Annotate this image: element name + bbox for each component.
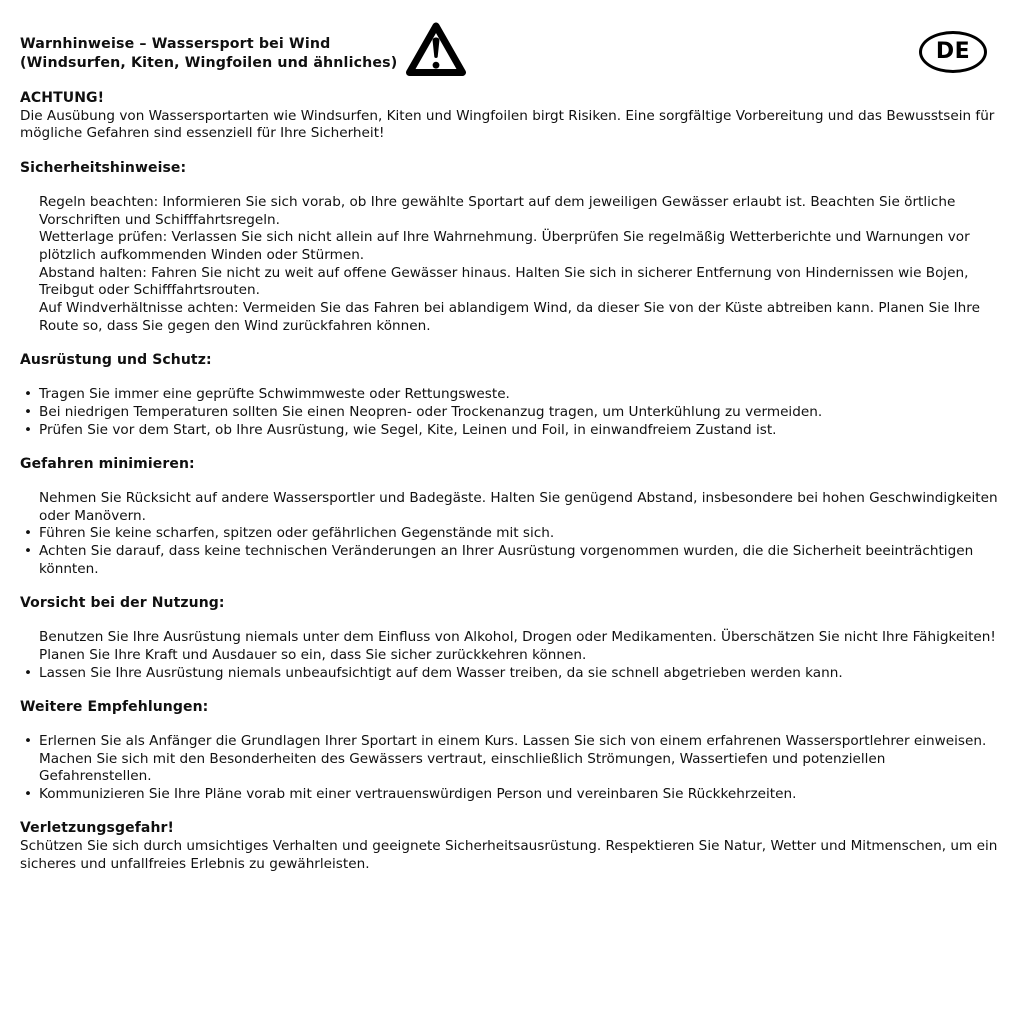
list-item [20,422,998,440]
block-text: Wetterlage prüfen: Verlassen Sie sich nicht allein auf Ihre Wahrnehmung. Überprüfen Sie regelmäßig Wetterberichte und Warnungen vor plötzlich aufkommenden Winden oder Stürmen. [39,229,970,263]
block-text: Tragen Sie immer eine geprüfte Schwimmweste oder Rettungsweste. [39,386,510,403]
section-heading-weitere-empfehlungen: Weitere Empfehlungen: [20,698,209,715]
list-item-plain [20,300,998,335]
bullet-dot-icon: • [24,386,33,403]
bullet-dot-icon: • [24,421,33,438]
sections-container [20,90,998,873]
paragraph [20,838,998,873]
list-item [20,543,998,578]
bullet-dot-icon: • [24,732,33,749]
page-title [20,35,397,72]
list-item [20,665,998,683]
page-title-line-2: (Windsurfen, Kiten, Wingfoilen und ähnliches) [20,54,398,71]
block-text: Führen Sie keine scharfen, spitzen oder gefährlichen Gegenstände mit sich. [39,525,555,542]
section-verletzungsgefahr [20,820,998,873]
bullet-dot-icon: • [24,786,33,803]
block-text: Regeln beachten: Informieren Sie sich vorab, ob Ihre gewählte Sportart auf dem jeweiligen Gewässer erlaubt ist. Beachten Sie örtliche Vorschriften und Schifffahrtsregeln. [39,193,956,228]
list-item-plain [20,490,998,525]
list-item-plain [20,194,998,229]
block-text: Machen Sie sich mit den Besonderheiten des Gewässers vertraut, einschließlich Strömungen, Wassertiefen und potenziellen Gefahrenstellen. [39,750,886,785]
warning-triangle-icon [405,21,467,79]
list-item-plain [20,629,998,664]
block-text: Auf Windverhältnisse achten: Vermeiden Sie das Fahren bei ablandigem Wind, da dieser Sie von der Küste abtreiben kann. Planen Sie Ihre Route so, dass Sie gegen den Wind zurückfahren können. [39,300,980,334]
section-sicherheitshinweise [20,160,998,336]
block-text: Die Ausübung von Wassersportarten wie Windsurfen, Kiten und Wingfoilen birgt Risiken. Eine sorgfältige Vorbereitung und das Bewusstsein für mögliche Gefahren sind essenziell für Ihre Sicherheit! [20,107,995,142]
list-item [20,786,998,804]
list-item [20,733,998,751]
block-text: Lassen Sie Ihre Ausrüstung niemals unbeaufsichtigt auf dem Wasser treiben, da sie schnell abgetrieben werden kann. [39,664,843,681]
block-text: Achten Sie darauf, dass keine technischen Veränderungen an Ihrer Ausrüstung vorgenommen wurden, die die Sicherheit beeinträchtigen könnten. [39,543,974,577]
block-text: Benutzen Sie Ihre Ausrüstung niemals unter dem Einfluss von Alkohol, Drogen oder Medikamenten. Überschätzen Sie nicht Ihre Fähigkeiten! Planen Sie Ihre Kraft und Ausdauer so ein, dass Sie sicher zurückkehren können. [39,629,996,663]
section-gefahren-minimieren [20,456,998,579]
section-heading-vorsicht-bei-der-nutzung: Vorsicht bei der Nutzung: [20,594,225,611]
block-text: Schützen Sie sich durch umsichtiges Verhalten und geeignete Sicherheitsausrüstung. Respektieren Sie Natur, Wetter und Mitmenschen, um ein sicheres und unfallfreies Erlebnis zu gewährleisten. [20,838,998,872]
bullet-dot-icon: • [24,525,33,542]
block-text: Nehmen Sie Rücksicht auf andere Wassersportler und Badegäste. Halten Sie genügend Abstand, insbesondere bei hohen Geschwindigkeiten oder Manövern. [39,489,998,524]
block-text: Bei niedrigen Temperaturen sollten Sie einen Neopren- oder Trockenanzug tragen, um Unterkühlung zu vermeiden. [39,403,823,420]
block-text: Kommunizieren Sie Ihre Pläne vorab mit einer vertrauenswürdigen Person und vereinbaren Sie Rückkehrzeiten. [39,786,797,803]
section-weitere-empfehlungen [20,699,998,804]
language-badge [919,31,987,73]
section-heading-verletzungsgefahr: Verletzungsgefahr! [20,820,175,837]
bullet-dot-icon: • [24,403,33,420]
block-text: Abstand halten: Fahren Sie nicht zu weit auf offene Gewässer hinaus. Halten Sie sich in sicherer Entfernung von Hindernissen wie Bojen, Treibgut oder Schifffahrtsrouten. [39,264,969,299]
section-ausruestung-und-schutz [20,352,998,439]
section-achtung [20,90,998,143]
list-item-plain [20,265,998,300]
list-item [20,386,998,404]
page-title-line-1: Warnhinweise – Wassersport bei Wind [20,36,331,52]
section-heading-sicherheitshinweise: Sicherheitshinweise: [20,159,187,176]
block-text: Erlernen Sie als Anfänger die Grundlagen Ihrer Sportart in einem Kurs. Lassen Sie sich von einem erfahrenen Wassersportlehrer einweisen. [39,732,987,749]
section-vorsicht-bei-der-nutzung [20,595,998,682]
block-text: Prüfen Sie vor dem Start, ob Ihre Ausrüstung, wie Segel, Kite, Leinen und Foil, in einwandfreiem Zustand ist. [39,421,777,438]
language-badge-label: DE [935,38,971,64]
bullet-dot-icon: • [24,664,33,681]
list-item [20,404,998,422]
section-heading-ausruestung-und-schutz: Ausrüstung und Schutz: [20,351,212,368]
bullet-dot-icon: • [24,543,33,560]
section-heading-achtung: ACHTUNG! [20,90,105,106]
list-item-plain [20,751,998,786]
document-header [20,0,998,90]
list-item-plain [20,229,998,264]
section-heading-gefahren-minimieren: Gefahren minimieren: [20,455,195,472]
paragraph [20,108,998,143]
list-item [20,525,998,543]
